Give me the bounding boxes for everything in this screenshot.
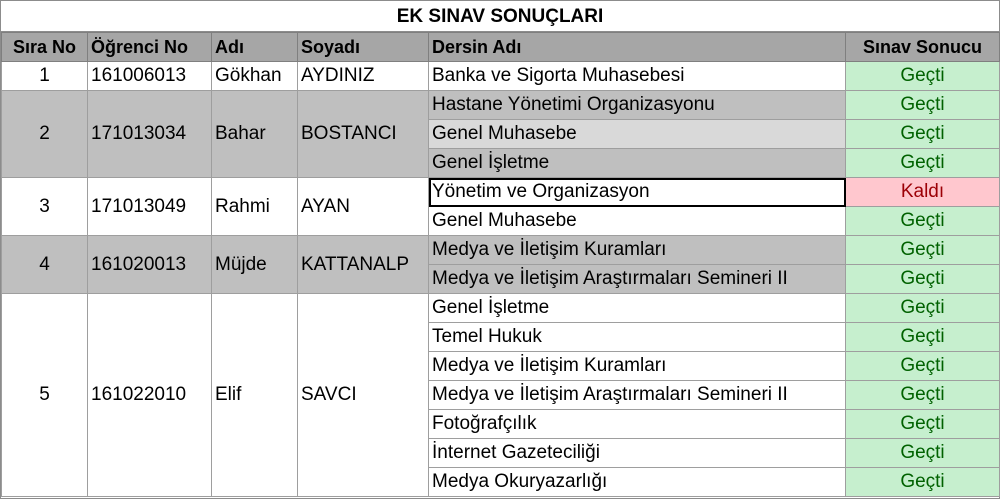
cell-dersin-adi[interactable]: Genel İşletme bbox=[429, 149, 846, 178]
header-soyadi[interactable]: Soyadı bbox=[298, 33, 429, 62]
cell-sira-no[interactable]: 5 bbox=[2, 294, 88, 497]
cell-soyadi[interactable]: AYAN bbox=[298, 178, 429, 236]
cell-sinav-sonucu[interactable]: Geçti bbox=[846, 468, 1000, 497]
cell-ogrenci-no[interactable]: 161020013 bbox=[88, 236, 212, 294]
cell-dersin-adi[interactable]: Medya ve İletişim Araştırmaları Semineri II bbox=[429, 265, 846, 294]
cell-sira-no[interactable]: 1 bbox=[2, 62, 88, 91]
cell-dersin-adi[interactable]: İnternet Gazeteciliği bbox=[429, 439, 846, 468]
cell-dersin-adi[interactable]: Medya ve İletişim Araştırmaları Semineri II bbox=[429, 381, 846, 410]
cell-sinav-sonucu[interactable]: Geçti bbox=[846, 62, 1000, 91]
cell-soyadi[interactable]: AYDINIZ bbox=[298, 62, 429, 91]
table-row bbox=[2, 91, 1000, 120]
sheet-title: EK SINAV SONUÇLARI bbox=[1, 1, 999, 32]
results-table bbox=[1, 32, 1000, 497]
cell-dersin-adi[interactable]: Genel Muhasebe bbox=[429, 120, 846, 149]
cell-ogrenci-no[interactable]: 171013034 bbox=[88, 91, 212, 178]
cell-dersin-adi[interactable]: Medya ve İletişim Kuramları bbox=[429, 352, 846, 381]
table-row bbox=[2, 294, 1000, 323]
cell-sinav-sonucu[interactable]: Geçti bbox=[846, 207, 1000, 236]
cell-sinav-sonucu[interactable]: Geçti bbox=[846, 265, 1000, 294]
table-row bbox=[2, 236, 1000, 265]
cell-adi[interactable]: Elif bbox=[212, 294, 298, 497]
cell-sinav-sonucu[interactable]: Geçti bbox=[846, 236, 1000, 265]
cell-sinav-sonucu[interactable]: Geçti bbox=[846, 149, 1000, 178]
cell-dersin-adi[interactable]: Genel Muhasebe bbox=[429, 207, 846, 236]
cell-sinav-sonucu[interactable]: Kaldı bbox=[846, 178, 1000, 207]
cell-ogrenci-no[interactable]: 171013049 bbox=[88, 178, 212, 236]
cell-dersin-adi[interactable]: Genel İşletme bbox=[429, 294, 846, 323]
cell-sinav-sonucu[interactable]: Geçti bbox=[846, 439, 1000, 468]
cell-soyadi[interactable]: BOSTANCI bbox=[298, 91, 429, 178]
table-body bbox=[2, 62, 1000, 497]
cell-sira-no[interactable]: 4 bbox=[2, 236, 88, 294]
cell-sinav-sonucu[interactable]: Geçti bbox=[846, 91, 1000, 120]
cell-dersin-adi[interactable]: Banka ve Sigorta Muhasebesi bbox=[429, 62, 846, 91]
header-adi[interactable]: Adı bbox=[212, 33, 298, 62]
cell-sinav-sonucu[interactable]: Geçti bbox=[846, 381, 1000, 410]
header-ogrenci-no[interactable]: Öğrenci No bbox=[88, 33, 212, 62]
cell-dersin-adi[interactable]: Medya ve İletişim Kuramları bbox=[429, 236, 846, 265]
table-row bbox=[2, 178, 1000, 207]
cell-dersin-adi[interactable]: Medya Okuryazarlığı bbox=[429, 468, 846, 497]
cell-sira-no[interactable]: 2 bbox=[2, 91, 88, 178]
header-row bbox=[2, 33, 1000, 62]
cell-dersin-adi[interactable]: Hastane Yönetimi Organizasyonu bbox=[429, 91, 846, 120]
cell-dersin-adi[interactable]: Temel Hukuk bbox=[429, 323, 846, 352]
cell-sinav-sonucu[interactable]: Geçti bbox=[846, 323, 1000, 352]
cell-dersin-adi[interactable]: Yönetim ve Organizasyon bbox=[429, 178, 846, 207]
header-dersin-adi[interactable]: Dersin Adı bbox=[429, 33, 846, 62]
cell-ogrenci-no[interactable]: 161006013 bbox=[88, 62, 212, 91]
cell-ogrenci-no[interactable]: 161022010 bbox=[88, 294, 212, 497]
cell-sinav-sonucu[interactable]: Geçti bbox=[846, 410, 1000, 439]
cell-adi[interactable]: Gökhan bbox=[212, 62, 298, 91]
cell-sira-no[interactable]: 3 bbox=[2, 178, 88, 236]
header-sinav-sonucu[interactable]: Sınav Sonucu bbox=[846, 33, 1000, 62]
cell-adi[interactable]: Bahar bbox=[212, 91, 298, 178]
cell-soyadi[interactable]: SAVCI bbox=[298, 294, 429, 497]
cell-adi[interactable]: Rahmi bbox=[212, 178, 298, 236]
cell-adi[interactable]: Müjde bbox=[212, 236, 298, 294]
cell-sinav-sonucu[interactable]: Geçti bbox=[846, 294, 1000, 323]
cell-dersin-adi[interactable]: Fotoğrafçılık bbox=[429, 410, 846, 439]
cell-sinav-sonucu[interactable]: Geçti bbox=[846, 120, 1000, 149]
cell-sinav-sonucu[interactable]: Geçti bbox=[846, 352, 1000, 381]
header-sira-no[interactable]: Sıra No bbox=[2, 33, 88, 62]
cell-soyadi[interactable]: KATTANALP bbox=[298, 236, 429, 294]
table-row bbox=[2, 62, 1000, 91]
